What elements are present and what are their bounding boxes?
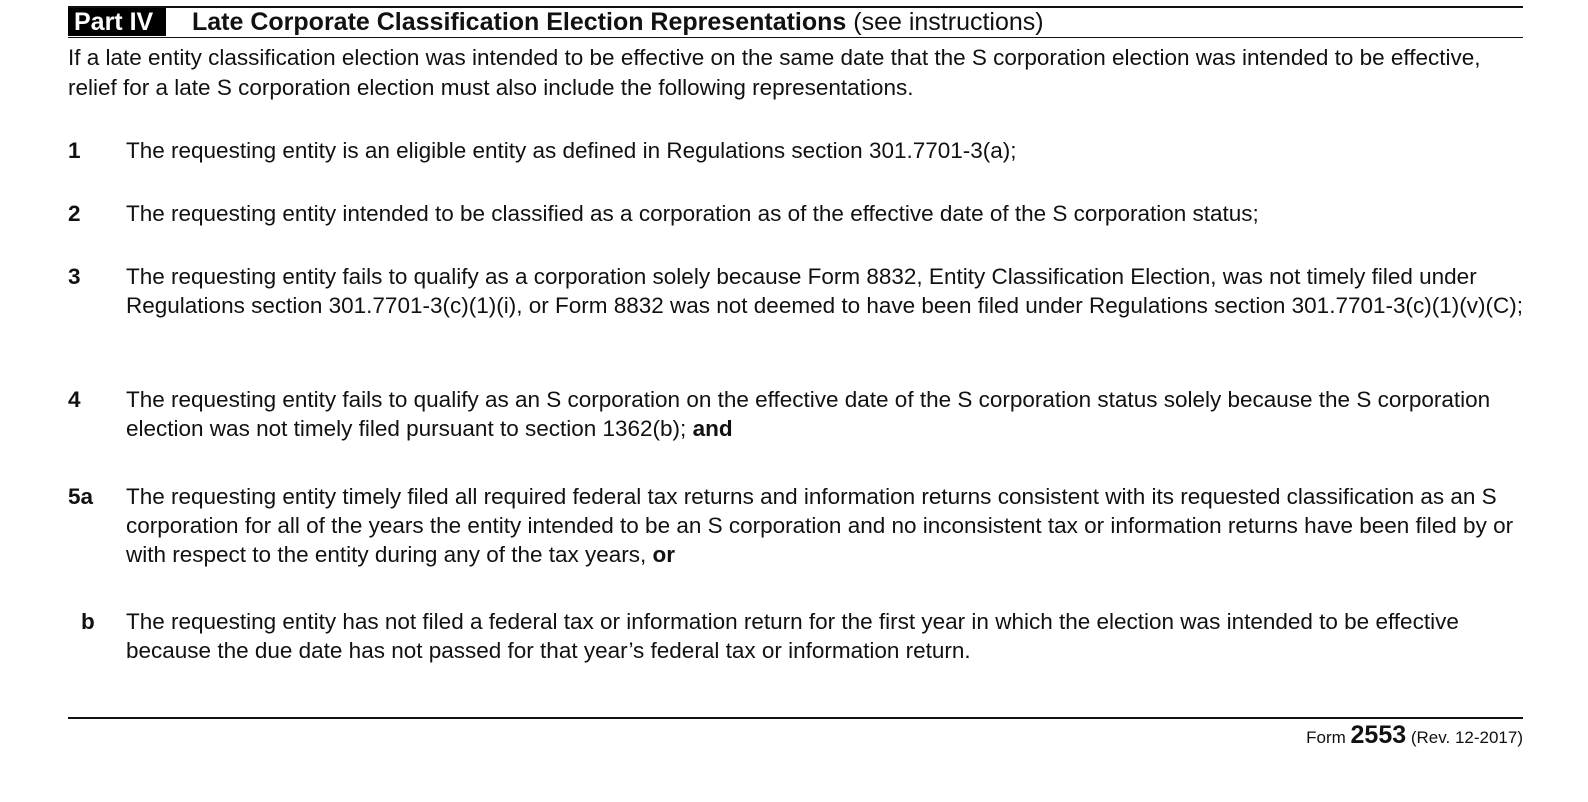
- item-conjunction: and: [692, 416, 733, 441]
- item-text: The requesting entity is an eligible entity as defined in Regulations section 301.7701-3(a);: [126, 138, 1017, 163]
- part-header: [68, 6, 1523, 38]
- item-number: 5a: [68, 484, 94, 509]
- item-number: b: [81, 609, 95, 634]
- item-text-wrapper: [126, 385, 1523, 443]
- item-text: The requesting entity fails to qualify as an S corporation on the effective date of the S corporation status solely because the S corporation election was not timely filed pursuant to section 1362(b);: [126, 387, 1491, 441]
- part-title-main: Late Corporate Classification Election Representations: [192, 8, 847, 36]
- intro-paragraph: If a late entity classification election was intended to be effective on the same date that the S corporation election was intended to be effective, relief for a late S corporation election must also include the following representations.: [68, 45, 1481, 100]
- part-title-suffix: (see instructions): [846, 8, 1044, 36]
- part-title: [192, 8, 1044, 36]
- item-number: 1: [68, 138, 81, 163]
- form-revision: (Rev. 12-2017): [1406, 728, 1523, 747]
- form-identifier: [1306, 721, 1523, 750]
- item-conjunction: or: [652, 542, 676, 567]
- item-number: 4: [68, 387, 81, 412]
- footer-divider: [68, 717, 1523, 719]
- part-label: Part IV: [68, 8, 166, 36]
- form-page: [68, 0, 1523, 802]
- form-number: 2553: [1350, 721, 1407, 749]
- item-text-wrapper: [126, 482, 1523, 569]
- form-word: Form: [1306, 728, 1351, 747]
- item-text: The requesting entity timely filed all required federal tax returns and information returns consistent with its requested classification as an S corporation for all of the years the entity intended to be an S corporation and no inconsistent tax or information returns have been filed by or with respect to the entity during any of the tax years,: [126, 484, 1514, 567]
- item-text: The requesting entity has not filed a federal tax or information return for the first year in which the election was intended to be effective because the due date has not passed for that year’s federal tax or information return.: [126, 609, 1459, 663]
- item-text: The requesting entity fails to qualify as a corporation solely because Form 8832, Entity Classification Election, was not timely filed under Regulations section 301.7701-3(c)(1)(i), or Form 8832 was not deemed to have been filed under Regulations section 301.7701-3(c)(1)(v)(C);: [126, 264, 1523, 318]
- item-number: 3: [68, 264, 81, 289]
- item-text: The requesting entity intended to be classified as a corporation as of the effective date of the S corporation status;: [126, 201, 1259, 226]
- item-number: 2: [68, 201, 81, 226]
